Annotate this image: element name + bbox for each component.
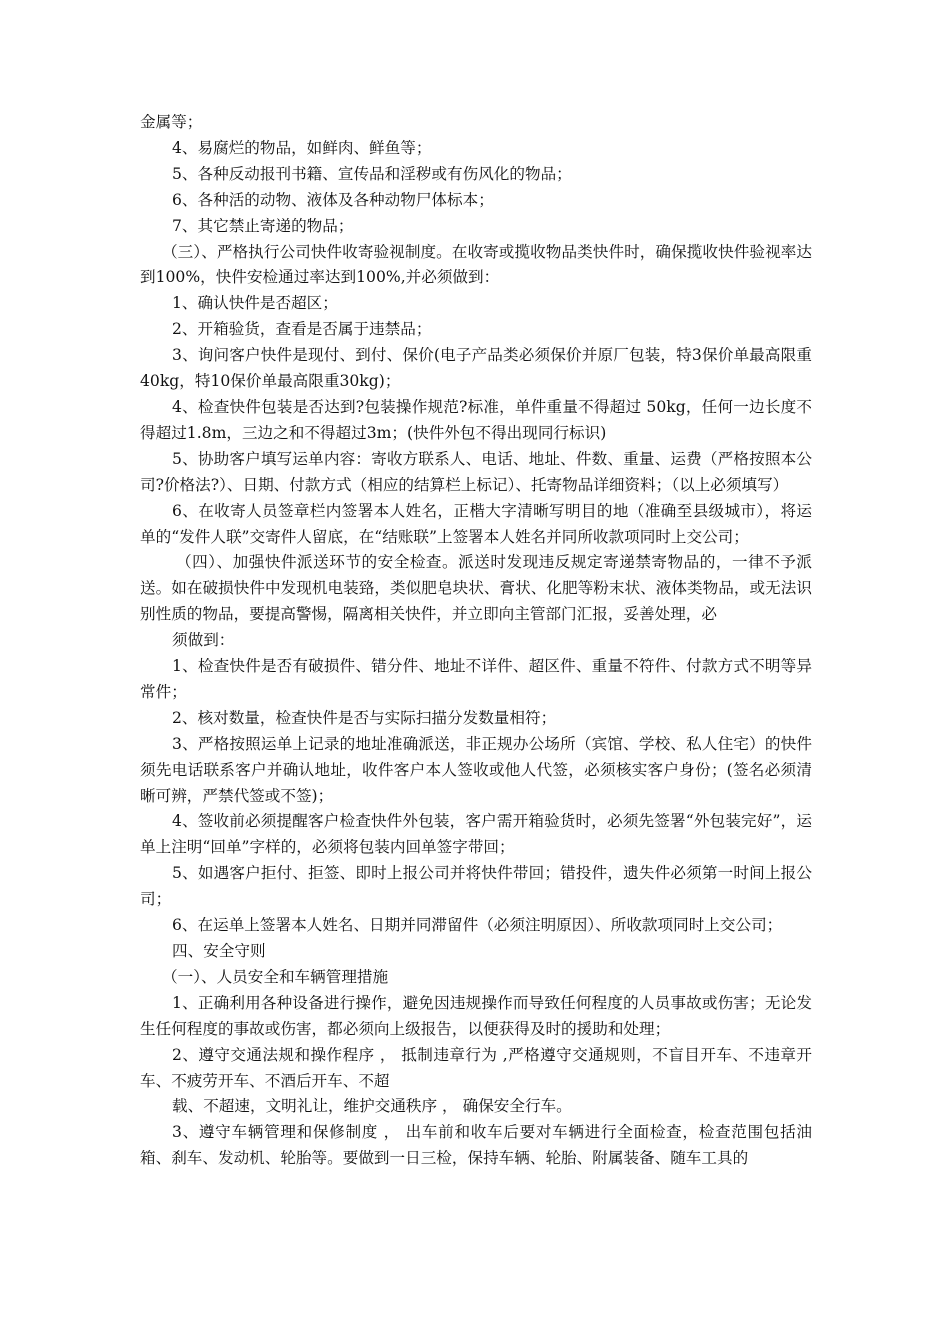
paragraph: 须做到： — [172, 631, 235, 650]
paragraph: 1、检查快件是否有破损件、错分件、地址不详件、超区件、重量不符件、付款方式不明等异常件； — [140, 657, 812, 701]
paragraph: 6、各种活的动物、液体及各种动物尸体标本； — [172, 190, 494, 209]
paragraph: 3、严格按照运单上记录的地址准确派送，非正规办公场所（宾馆、学校、私人住宅）的快件须先电话联系客户并确认地址，收件客户本人签收或他人代签，必须核实客户身份；(签名必须清晰可辨，严禁代签或不签)； — [140, 734, 812, 805]
paragraph: 5、各种反动报刊书籍、宣传品和淫秽或有伤风化的物品； — [172, 164, 572, 183]
paragraph: 5、如遇客户拒付、拒签、即时上报公司并将快件带回；错投件，遗失件必须第一时间上报公司； — [140, 864, 812, 909]
paragraph: 7、其它禁止寄递的物品； — [172, 216, 354, 235]
paragraph: （三）、严格执行公司快件收寄验视制度。在收寄或揽收物品类快件时，确保揽收快件验视率达到100%，快件安检通过率达到100%,并必须做到： — [140, 242, 812, 287]
paragraph: 5、协助客户填写运单内容：寄收方联系人、电话、地址、件数、重量、运费（严格按照本公司?价格法?）、日期、付款方式（相应的结算栏上标记）、托寄物品详细资料；（以上必须填写） — [140, 449, 812, 494]
paragraph: 2、遵守交通法规和操作程序 ， 抵制违章行为 ,严格遵守交通规则，不盲目开车、不违章开车、不疲劳开车、不酒后开车、不超 — [140, 1045, 812, 1090]
paragraph: 4、检查快件包装是否达到?包装操作规范?标准，单件重量不得超过 50kg，任何一边长度不得超过1.8m，三边之和不得超过3m；(快件外包不得出现同行标识) — [140, 397, 812, 442]
paragraph: （四）、加强快件派送环节的安全检查。派送时发现违反规定寄递禁寄物品的，一律不予派送。如在破损快件中发现机电装臵，类似肥皂块状、膏状、化肥等粉末状、液体类物品，或无法识别性质的物品，要提高警惕，隔离相关快件，并立即向主管部门汇报，妥善处理，必 — [140, 553, 812, 624]
document-body — [140, 110, 812, 1172]
paragraph: 载、不超速，文明礼让，维护交通秩序 ， 确保安全行车。 — [172, 1097, 572, 1116]
paragraph: 金属等； — [140, 113, 203, 131]
paragraph: 2、开箱验货，查看是否属于违禁品； — [172, 320, 432, 339]
paragraph: 6、在运单上签署本人姓名、日期并同滞留件（必须注明原因）、所收款项同时上交公司； — [172, 916, 783, 935]
paragraph: （一）、人员安全和车辆管理措施 — [162, 967, 389, 986]
paragraph: 1、正确利用各种设备进行操作，避免因违规操作而导致任何程度的人员事故或伤害；无论发生任何程度的事故或伤害，都必须向上级报告，以便获得及时的援助和处理； — [140, 993, 812, 1038]
paragraph: 四、安全守则 — [172, 942, 266, 960]
paragraph: 3、遵守车辆管理和保修制度 ， 出车前和收车后要对车辆进行全面检查，检查范围包括油箱、刹车、发动机、轮胎等。要做到一日三检，保持车辆、轮胎、附属装备、随车工具的 — [140, 1123, 812, 1168]
paragraph: 2、核对数量，检查快件是否与实际扫描分发数量相符； — [172, 708, 557, 727]
paragraph: 3、询问客户快件是现付、到付、保价(电子产品类必须保价并原厂包装，特3保价单最高限重40kg，特10保价单最高限重30kg)； — [140, 346, 812, 391]
paragraph: 4、签收前必须提醒客户检查快件外包装，客户需开箱验货时，必须先签署“外包装完好”，运单上注明“回单”字样的，必须将包装内回单签字带回； — [140, 812, 812, 857]
paragraph: 1、确认快件是否超区； — [172, 294, 338, 313]
paragraph: 4、易腐烂的物品，如鲜肉、鲜鱼等； — [172, 138, 432, 157]
paragraph: 6、在收寄人员签章栏内签署本人姓名，正楷大字清晰写明目的地（准确至县级城市），将运单的“发件人联”交寄件人留底，在“结账联”上签署本人姓名并同所收款项同时上交公司； — [140, 501, 812, 546]
